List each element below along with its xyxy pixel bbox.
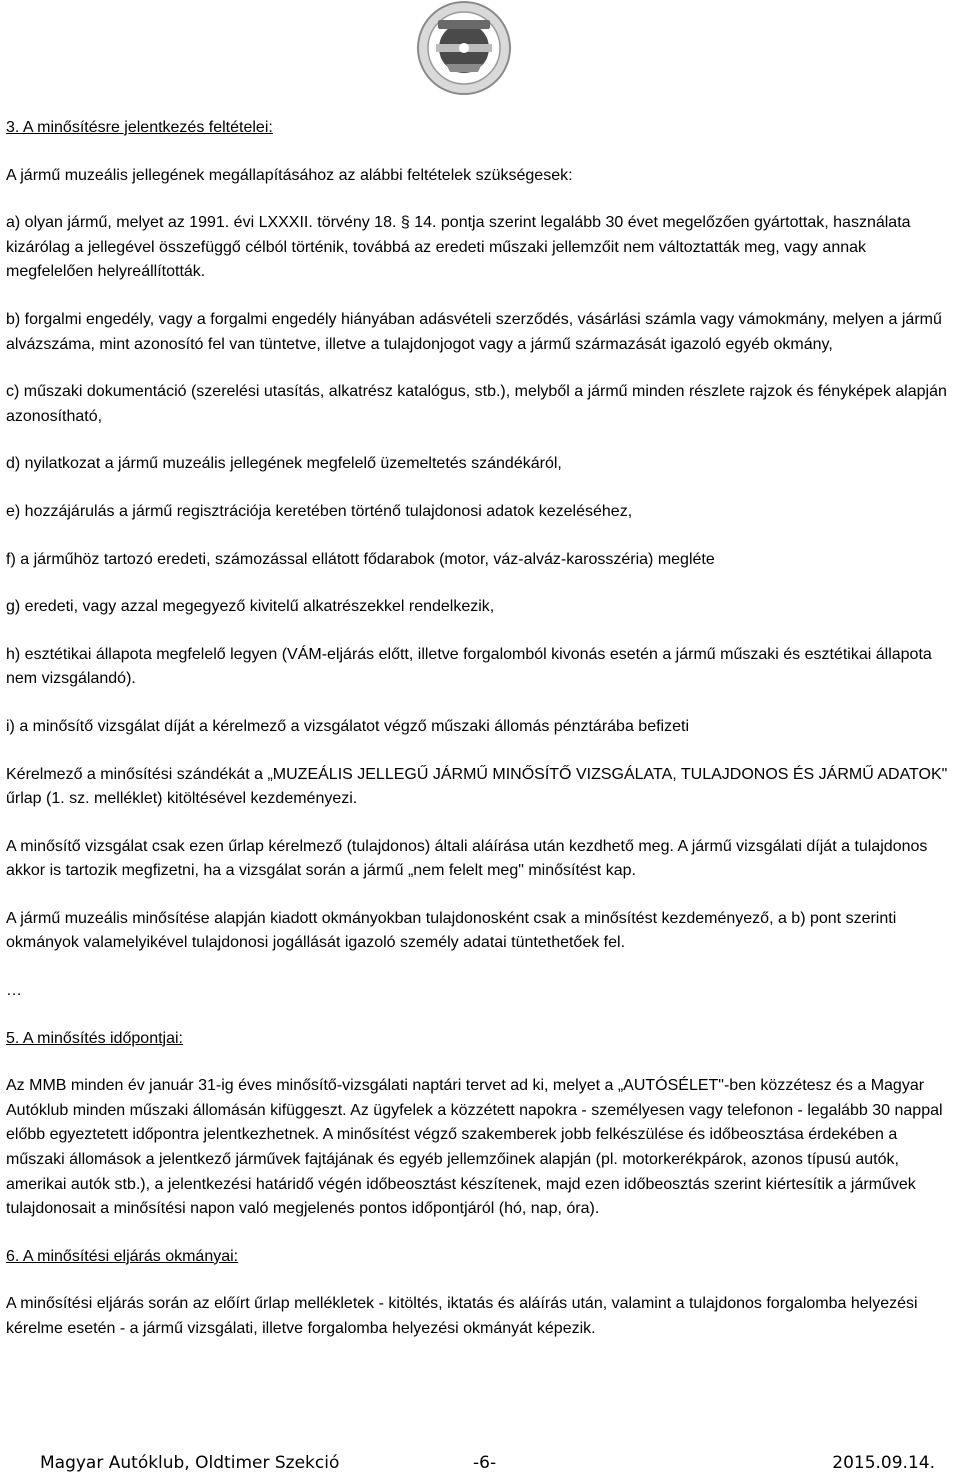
condition-item-i: i) a minősítő vizsgálat díját a kérelmező a vizsgálatot végző műszaki állomás pénztárába befizeti bbox=[6, 717, 689, 735]
condition-item-d: d) nyilatkozat a jármű muzeális jellegének megfelelő üzemeltetés szándékáról, bbox=[6, 455, 562, 473]
section-6-heading: 6. A minősítési eljárás okmányai: bbox=[6, 1247, 239, 1265]
documents-paragraph: A minősítési eljárás során az előírt űrlap mellékletek - kitöltés, iktatás és aláírás után, valamint a tulajdonos forgalomba helyezési kérelme esetén - a jármű vizsgálati, illetve forgalomba helyezési okmányát képezik. bbox=[6, 1295, 918, 1337]
ellipsis: … bbox=[6, 982, 22, 1000]
document-body bbox=[6, 116, 956, 1365]
condition-item-g: g) eredeti, vagy azzal megegyező kivitelű alkatrészekkel rendelkezik, bbox=[6, 598, 495, 616]
condition-item-e: e) hozzájárulás a jármű regisztrációja keretében történő tulajdonosi adatok kezeléséhez, bbox=[6, 502, 633, 520]
condition-item-a: a) olyan jármű, melyet az 1991. évi LXXXII. törvény 18. § 14. pontja szerint legalább 30 évet megelőzően gyártottak, használata kizárólag a jellegével összefüggő célból történik, továbbá az eredeti műszaki jellemzőit nem változtatták meg, vagy annak megfelelően helyreállították. bbox=[6, 214, 911, 281]
examination-paragraph: A minősítő vizsgálat csak ezen űrlap kérelmező (tulajdonos) általi aláírása után kezdhető meg. A jármű vizsgálati díját a tulajdonos akkor is tartozik megfizetni, ha a vizsgálat során a jármű „nem felelt meg" minősítést kap. bbox=[6, 837, 928, 880]
footer-date: 2015.09.14. bbox=[832, 1453, 935, 1473]
footer-page-number: -6- bbox=[473, 1453, 497, 1473]
condition-item-h: h) esztétikai állapota megfelelő legyen (VÁM-eljárás előtt, illetve forgalomból kivonás esetén a jármű műszaki és esztétikai állapota nem vizsgálandó). bbox=[6, 645, 932, 688]
footer-organization: Magyar Autóklub, Oldtimer Szekció bbox=[40, 1453, 340, 1473]
owner-paragraph: A jármű muzeális minősítése alapján kiadott okmányokban tulajdonosként csak a minősítést kezdeményező, a b) pont szerinti okmányok valamelyikével tulajdonosi jogállását igazoló személy adatai tüntethetőek fel. bbox=[6, 909, 897, 952]
condition-item-c: c) műszaki dokumentáció (szerelési utasítás, alkatrész katalógus, stb.), melyből a jármű minden részlete rajzok és fényképek alapján azonosítható, bbox=[6, 383, 947, 425]
magyar-autoklub-logo bbox=[416, 0, 512, 96]
section-5-heading: 5. A minősítés időpontjai: bbox=[6, 1029, 183, 1047]
page-footer bbox=[40, 1450, 935, 1476]
schedule-paragraph: Az MMB minden év január 31-ig éves minősítő-vizsgálati naptári tervet ad ki, melyet a „AUTÓSÉLET"-ben közzétesz és a Magyar Autóklub minden műszaki állomásán kifüggeszt. Az ügyfelek a közzétett napokra - személyesen vagy telefonon - legalább 30 nappal előbb egyeztetett időpontra jelentkezhetnek. A minősítést végző szakemberek jobb felkészülése és időbeosztása érdekében a műszaki állomások a jelentkező járművek fajtájának és egyéb jellemzőinek alapján (pl. motorkerékpárok, azonos típusú autók, amerikai autók stb.), a jelentkezési határidő végén időbeosztást készítenek, majd ezen időbeosztás szerint kiértesítik a járművek tulajdonosait a minősítési napon való megjelenés pontos időpontjáról (hó, nap, óra). bbox=[6, 1077, 943, 1218]
section-3-heading: 3. A minősítésre jelentkezés feltételei: bbox=[6, 119, 273, 136]
condition-item-b: b) forgalmi engedély, vagy a forgalmi engedély hiányában adásvételi szerződés, vásárlási számla vagy vámokmány, melyen a jármű alvázszáma, mint azonosító fel van tüntetve, illetve a tulajdonjogot vagy a jármű származását igazoló egyéb okmány, bbox=[6, 310, 942, 353]
intro-paragraph: A jármű muzeális jellegének megállapításához az alábbi feltételek szükségesek: bbox=[6, 166, 573, 184]
condition-item-f: f) a járműhöz tartozó eredeti, számozással ellátott fődarabok (motor, váz-alváz-karosszéria) megléte bbox=[6, 550, 715, 568]
application-paragraph: Kérelmező a minősítési szándékát a „MUZEÁLIS JELLEGŰ JÁRMŰ MINŐSÍTŐ VIZSGÁLATA, TULAJDONOS ÉS JÁRMŰ ADATOK" űrlap (1. sz. melléklet) kitöltésével kezdeményezi. bbox=[6, 765, 948, 808]
